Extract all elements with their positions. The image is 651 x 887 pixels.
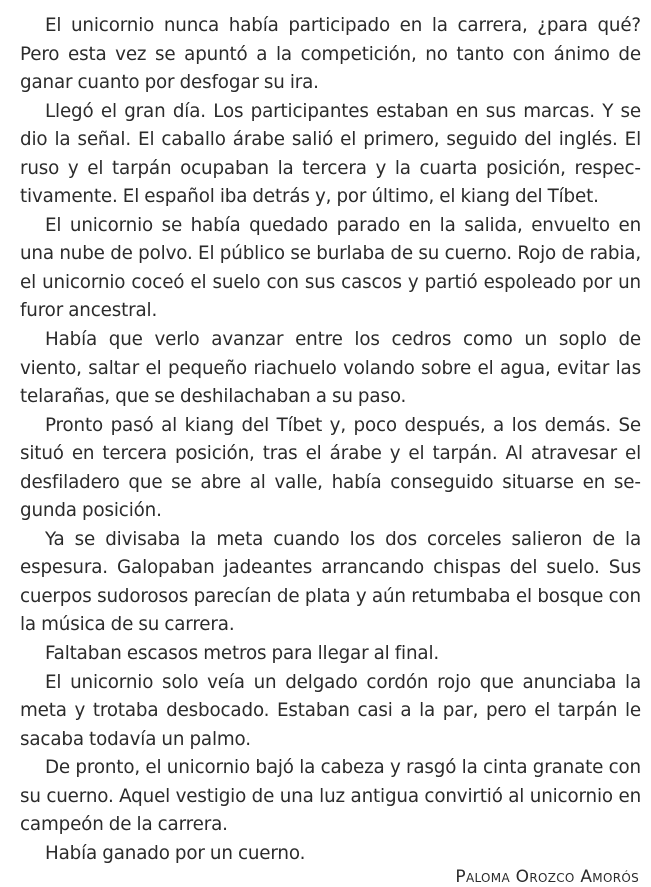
story-paragraph-8: El unicornio solo veía un delgado cordón rojo que anunciaba la meta y trotaba desbocado. Estaban casi a la par, pero el tarpán le sacaba todavía un palmo. [20,671,641,750]
story-paragraph-3: El unicornio se había quedado parado en la salida, envuelto en una nube de polvo. El público se burlaba de su cuerno. Rojo de rabia, el unicornio coceó el suelo con sus cascos y partió espoleado por un furor ancestral. [20,214,641,322]
story-paragraph-1: El unicornio nunca había participado en la carrera, ¿para qué? Pero esta vez se apuntó a la competición, no tanto con ánimo de ganar cuanto por desfogar su ira. [20,15,641,94]
story-text [20,12,641,868]
story-paragraph-6: Ya se divisaba la meta cuando los dos corceles salieron de la espesura. Galopaban jadeantes arrancando chispas del suelo. Sus cuerpos sudorosos parecían de plata y aún retumbaba el bosque con la música de su carrera. [20,528,641,636]
story-paragraph-5: Pronto pasó al kiang del Tíbet y, poco después, a los demás. Se situó en tercera posición, tras el árabe y el tarpán. Al atravesar el desfiladero que se abre al valle, había conseguido situarse en segunda posición. [20,414,641,522]
story-paragraph-2: Llegó el gran día. Los participantes estaban en sus marcas. Y se dio la señal. El caballo árabe salió el primero, seguido del inglés. El ruso y el tarpán ocupaban la tercera y la cuarta posición, respectivamente. El español iba detrás y, por último, el kiang del Tíbet. [20,100,641,208]
story-paragraph-7: Faltaban escasos metros para llegar al final. [45,643,440,665]
story-paragraph-9: De pronto, el unicornio bajó la cabeza y rasgó la cinta granate con su cuerno. Aquel vestigio de una luz antigua convirtió al unicornio en campeón de la carrera. [20,757,641,836]
author-credit: Paloma Orozco Amorós [455,867,639,887]
story-paragraph-10: Había ganado por un cuerno. [45,842,306,864]
story-paragraph-4: Había que verlo avanzar entre los cedros como un soplo de viento, saltar el pequeño riachuelo volando sobre el agua, evitar las telarañas, que se deshilachaban a su paso. [20,329,641,408]
